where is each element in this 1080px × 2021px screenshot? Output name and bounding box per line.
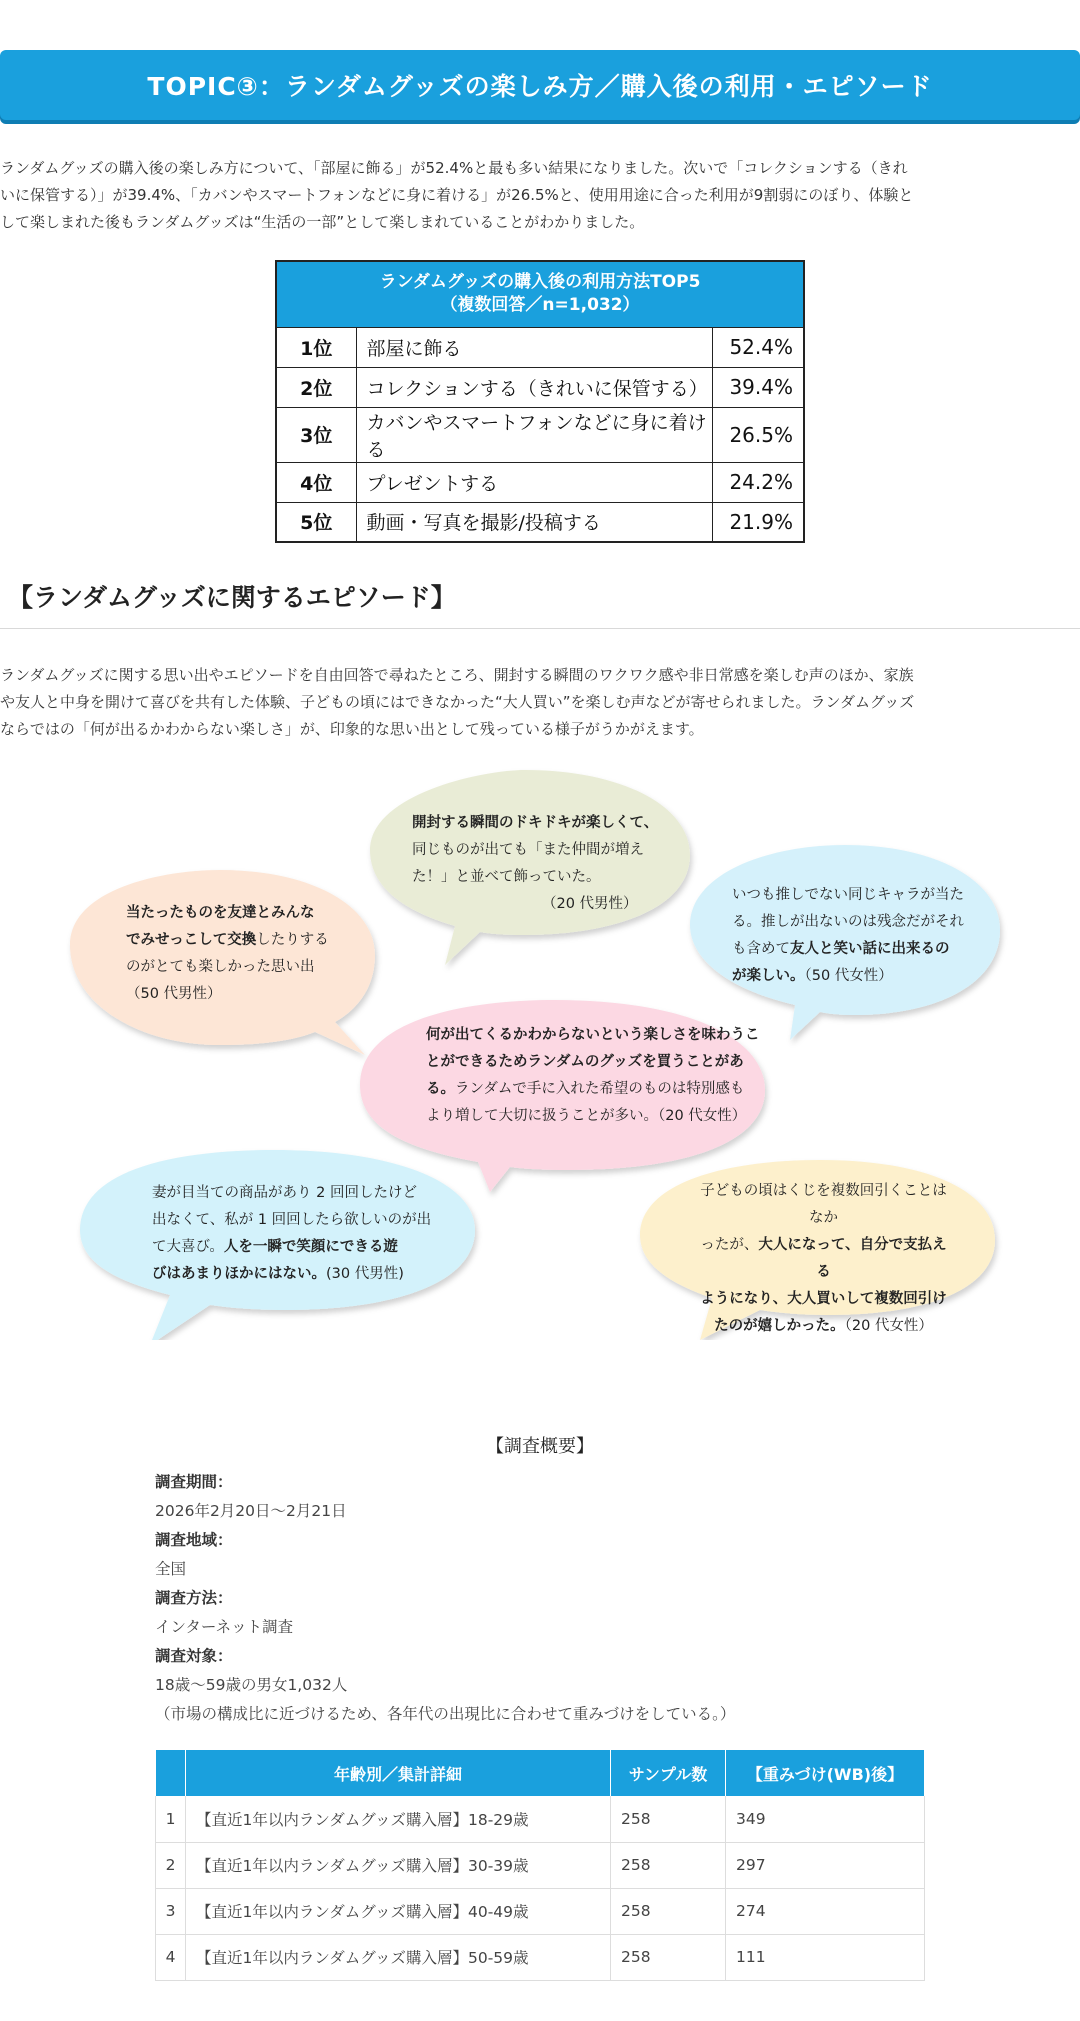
bubble-line: （50 代男性）: [126, 986, 222, 1002]
row-weighted: 111: [726, 1934, 925, 1980]
top5-title-line2: （複数回答／n=1,032）: [440, 295, 640, 316]
survey-region-label: 調査地域：: [155, 1531, 233, 1549]
bubble-line: て大喜び。人を一瞬で笑顔にできる遊: [152, 1239, 398, 1255]
sample-header-no: [156, 1750, 186, 1796]
rank-cell: 5位: [276, 502, 356, 542]
bubble-line: 同じものが出ても「また仲間が増え: [412, 842, 644, 858]
row-label: 【直近1年以内ランダムグッズ購入層】40-49歳: [186, 1888, 611, 1934]
row-weighted: 349: [726, 1796, 925, 1842]
bubble-line: いつも推しでない同じキャラが当た: [732, 887, 964, 903]
sample-header-wb: 【重みづけ(WB)後】: [726, 1750, 925, 1796]
survey-period: 2026年2月20日～2月21日: [155, 1502, 347, 1520]
top5-title-line1: ランダムグッズの購入後の利用方法TOP5: [379, 272, 701, 293]
bubble-line: 子どもの頃はくじを複数回引くことはなか: [700, 1183, 947, 1226]
bubble-line: 出なくて、私が 1 回回したら欲しいのが出: [152, 1212, 432, 1228]
row-sample: 258: [611, 1842, 726, 1888]
item-cell: 部屋に飾る: [356, 327, 712, 367]
bubble-line: 何が出てくるかわからないという楽しさを味わうこ: [426, 1027, 760, 1043]
sample-header-n: サンプル数: [611, 1750, 726, 1796]
bubble-line: （20 代男性）: [542, 896, 638, 912]
row-number: 2: [156, 1842, 186, 1888]
bubble-text-5: [152, 1180, 431, 1288]
survey-target: 18歳～59歳の男女1,032人: [155, 1676, 348, 1694]
top5-row: [276, 502, 804, 542]
bubble-line: 開封する瞬間のドキドキが楽しくて、: [412, 815, 659, 831]
bubble-line: たのが嬉しかった。（20 代女性）: [714, 1318, 933, 1334]
rank-cell: 2位: [276, 367, 356, 407]
bubble-text-6: [696, 1178, 951, 1340]
percent-cell: 39.4%: [712, 367, 804, 407]
bubble-line: 当たったものを友達とみんな: [126, 905, 315, 921]
bubble-text-2: [126, 900, 329, 1008]
bubble-line: が楽しい。（50 代女性）: [732, 968, 893, 984]
bubble-line: ようになり、大人買いして複数回引け: [700, 1291, 947, 1307]
bubble-text-1: [412, 810, 658, 918]
top5-table: [275, 260, 805, 543]
section-divider: [0, 628, 1080, 629]
rank-cell: 4位: [276, 462, 356, 502]
percent-cell: 21.9%: [712, 502, 804, 542]
survey-title: 【調査概要】: [486, 1436, 594, 1457]
bubble-text-3: [732, 882, 964, 990]
percent-cell: 24.2%: [712, 462, 804, 502]
table-row: [156, 1842, 925, 1888]
topic-title: TOPIC③：ランダムグッズの楽しみ方／購入後の利用・エピソード: [147, 72, 933, 101]
bubble-line: ったが、大人になって、自分で支払える: [700, 1237, 947, 1280]
survey-method-label: 調査方法：: [155, 1589, 233, 1607]
row-label: 【直近1年以内ランダムグッズ購入層】18-29歳: [186, 1796, 611, 1842]
bubble-line: より増して大切に扱うことが多い。（20 代女性）: [426, 1108, 747, 1124]
survey-period-label: 調査期間：: [155, 1473, 233, 1491]
table-row: [156, 1934, 925, 1980]
row-number: 4: [156, 1934, 186, 1980]
top5-row: [276, 367, 804, 407]
bubble-line: る。ランダムで手に入れた希望のものは特別感も: [426, 1081, 745, 1097]
percent-cell: 52.4%: [712, 327, 804, 367]
bubble-line: のがとても楽しかった思い出: [126, 959, 315, 975]
table-row: [156, 1796, 925, 1842]
item-cell: プレゼントする: [356, 462, 712, 502]
item-cell: カバンやスマートフォンなどに身に着ける: [356, 407, 712, 462]
bubble-line: 妻が目当ての商品があり 2 回回したけど: [152, 1185, 417, 1201]
item-cell: コレクションする（きれいに保管する）: [356, 367, 712, 407]
bubble-text-4: [426, 1022, 760, 1130]
episodes-line: ならではの「何が出るかわからない楽しさ」が、印象的な思い出として残っている様子がうかがえます。: [0, 720, 704, 738]
intro-line: して楽しまれた後もランダムグッズは“生活の一部”として楽しまれていることがわかりました。: [0, 213, 645, 231]
section-heading: 【ランダムグッズに関するエピソード】: [8, 583, 456, 612]
episodes-paragraph: [0, 662, 1080, 743]
top5-row: [276, 462, 804, 502]
sample-table: [155, 1750, 925, 1981]
top5-row: [276, 407, 804, 462]
episodes-line: や友人と中身を開けて喜びを共有した体験、子どもの頃にはできなかった“大人買い”を楽しむ声などが寄せられました。ランダムグッズ: [0, 693, 915, 711]
row-weighted: 297: [726, 1842, 925, 1888]
top5-row: [276, 327, 804, 367]
row-sample: 258: [611, 1888, 726, 1934]
intro-line: いに保管する）」が39.4%、「カバンやスマートフォンなどに身に着ける」が26.5%と、使用用途に合った利用が9割弱にのぼり、体験と: [0, 186, 914, 204]
survey-details: [155, 1468, 735, 1729]
episodes-line: ランダムグッズに関する思い出やエピソードを自由回答で尋ねたところ、開封する瞬間のワクワク感や非日常感を楽しむ声のほか、家族: [0, 666, 914, 684]
bubble-line: でみせっこして交換したりする: [126, 932, 329, 948]
row-label: 【直近1年以内ランダムグッズ購入層】30-39歳: [186, 1842, 611, 1888]
survey-region: 全国: [155, 1560, 187, 1578]
survey-note: （市場の構成比に近づけるため、各年代の出現比に合わせて重みづけをしている。）: [155, 1705, 736, 1723]
intro-paragraph: [0, 155, 1080, 236]
survey-method: インターネット調査: [155, 1618, 294, 1636]
percent-cell: 26.5%: [712, 407, 804, 462]
top5-table-title: [276, 261, 804, 327]
sample-header-label: 年齢別／集計詳細: [186, 1750, 611, 1796]
intro-line: ランダムグッズの購入後の楽しみ方について、「部屋に飾る」が52.4%と最も多い結果になりました。次いで「コレクションする（きれ: [0, 159, 908, 177]
row-sample: 258: [611, 1796, 726, 1842]
table-row: [156, 1888, 925, 1934]
row-sample: 258: [611, 1934, 726, 1980]
bubble-line: る。推しが出ないのは残念だがそれ: [732, 914, 964, 930]
bubble-line: とができるためランダムのグッズを買うことがあ: [426, 1054, 744, 1070]
bubble-line: た！」と並べて飾っていた。: [412, 869, 601, 885]
row-number: 1: [156, 1796, 186, 1842]
bubble-line: びはあまりほかにはない。(30 代男性): [152, 1266, 404, 1282]
survey-target-label: 調査対象：: [155, 1647, 233, 1665]
rank-cell: 3位: [276, 407, 356, 462]
episode-bubbles: [0, 760, 1080, 1340]
row-weighted: 274: [726, 1888, 925, 1934]
item-cell: 動画・写真を撮影/投稿する: [356, 502, 712, 542]
rank-cell: 1位: [276, 327, 356, 367]
topic-banner: [0, 50, 1080, 120]
row-label: 【直近1年以内ランダムグッズ購入層】50-59歳: [186, 1934, 611, 1980]
bubble-line: も含めて友人と笑い話に出来るの: [732, 941, 950, 957]
row-number: 3: [156, 1888, 186, 1934]
